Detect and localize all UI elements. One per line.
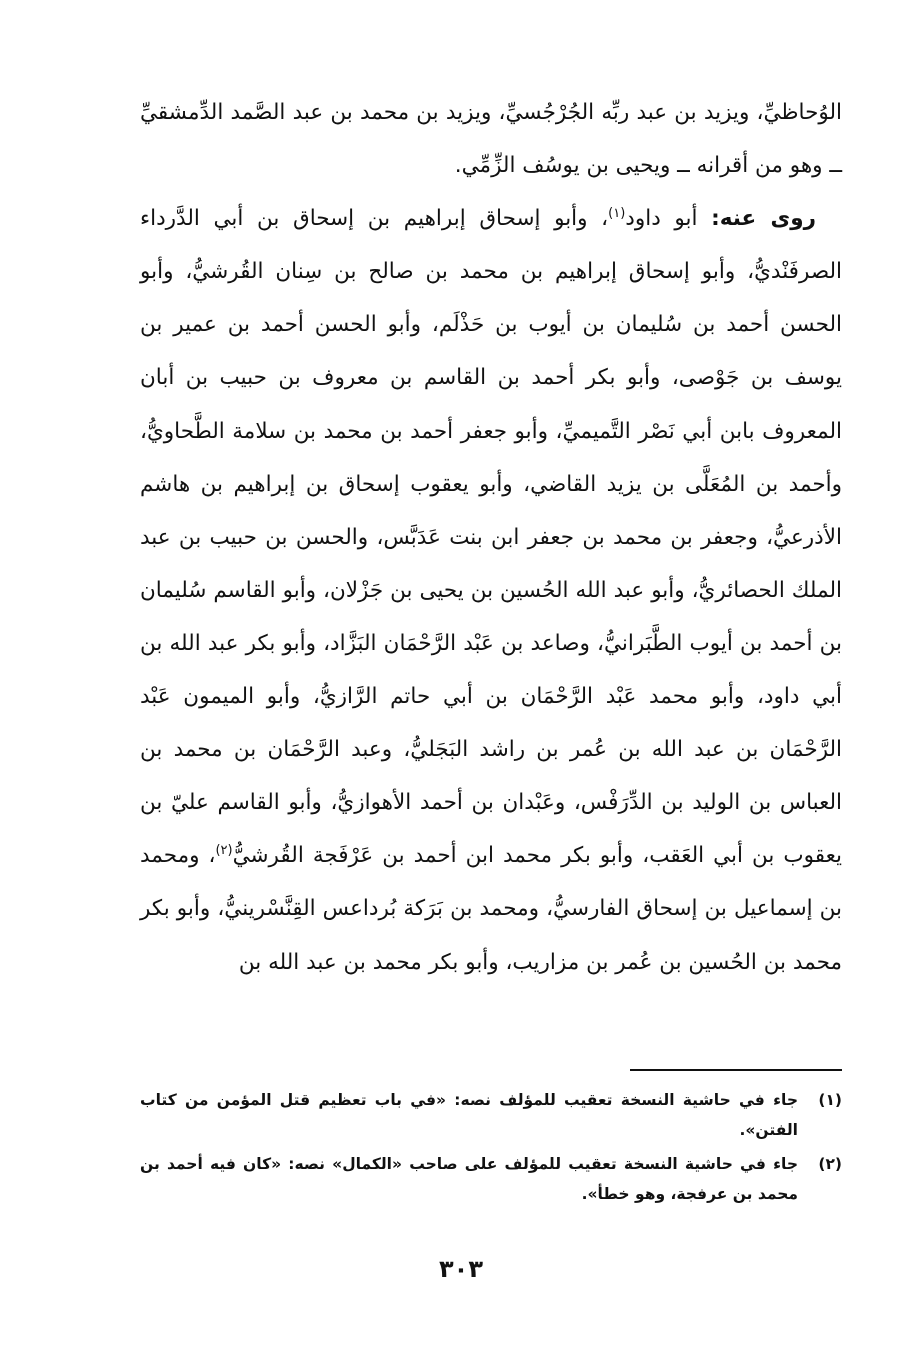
footnote-text: جاء في حاشية النسخة تعقيب للمؤلف نصه: «في باب تعظيم قتل المؤمن من كتاب الفتن». xyxy=(140,1091,798,1139)
paragraph-2-text-a: أبو داود xyxy=(625,206,712,232)
paragraph-1: الوُحاظيِّ، ويزيد بن عبد ربِّه الجُرْجُسيِّ، ويزيد بن محمد بن عبد الصَّمد الدِّمشقيِّ ــ وهو من أقرانه ــ ويحيى بن يوسُف الزِّمِّي. xyxy=(140,100,842,179)
main-text xyxy=(140,86,842,989)
paragraph-2-text-b: ، وأبو إسحاق إبراهيم بن إسحاق بن أبي الدَّرداء الصرفَنْديُّ، وأبو إسحاق إبراهيم بن محمد بن صالح بن سِنان القُرشيُّ، وأبو الحسن أحمد بن سُليمان بن أيوب بن حَذْلَم، وأبو الحسن أحمد بن عمير بن يوسف بن جَوْصى، وأبو بكر أحمد بن القاسم بن معروف بن حبيب بن أبان المعروف بابن أبي نَصْر التَّميميِّ، وأبو جعفر أحمد بن محمد بن سلامة الطَّحاويُّ، وأحمد بن المُعَلَّى بن يزيد القاضي، وأبو يعقوب إسحاق بن إبراهيم بن هاشم الأذرعيُّ، وجعفر بن محمد بن جعفر ابن بنت عَدَبَّس، والحسن بن حبيب بن عبد الملك الحصائريُّ، وأبو عبد الله الحُسين بن يحيى بن جَزْلان، وأبو القاسم سُليمان بن أحمد بن أيوب الطَّبَرانيُّ، وصاعد بن عَبْد الرَّحْمَان البَزَّاد، وأبو بكر عبد الله بن أبي داود، وأبو محمد عَبْد الرَّحْمَان بن أبي حاتم الرَّازيُّ، وأبو الميمون عَبْد الرَّحْمَان بن عبد الله بن عُمر بن راشد البَجَليُّ، وعبد الرَّحْمَان بن محمد بن العباس بن الوليد بن الدِّرَفْس، وعَبْدان بن أحمد الأهوازيُّ، وأبو القاسم عليّ بن يعقوب بن أبي العَقب، وأبو بكر محمد ابن أحمد بن عَرْفَجة القُرشيُّ xyxy=(140,206,842,869)
paragraph-2 xyxy=(140,192,842,988)
footnote-ref-1[interactable]: (١) xyxy=(608,206,626,222)
footnote-separator xyxy=(630,1069,842,1071)
footnote-number: (٢) xyxy=(818,1155,842,1173)
footnote-ref-2[interactable]: (٢) xyxy=(215,843,233,859)
footnote-1 xyxy=(140,1085,842,1145)
narrators-heading: روى عنه: xyxy=(711,206,816,232)
page-number: ٣٠٣ xyxy=(439,1255,483,1283)
footnote-text: جاء في حاشية النسخة تعقيب للمؤلف على صاحب «الكمال» نصه: «كان فيه أحمد بن محمد بن عرفجة، وهو خطأ». xyxy=(140,1155,798,1203)
footnote-number: (١) xyxy=(818,1091,842,1109)
footnote-2 xyxy=(140,1149,842,1209)
paragraph-2-text-c: ، ومحمد بن إسماعيل بن إسحاق الفارسيُّ، ومحمد بن بَرَكة بُرداعس القِنَّسْرينيُّ، وأبو بكر محمد بن الحُسين بن عُمر بن مزاريب، وأبو بكر محمد بن عبد الله بن xyxy=(140,843,842,975)
footnotes xyxy=(140,1085,842,1213)
